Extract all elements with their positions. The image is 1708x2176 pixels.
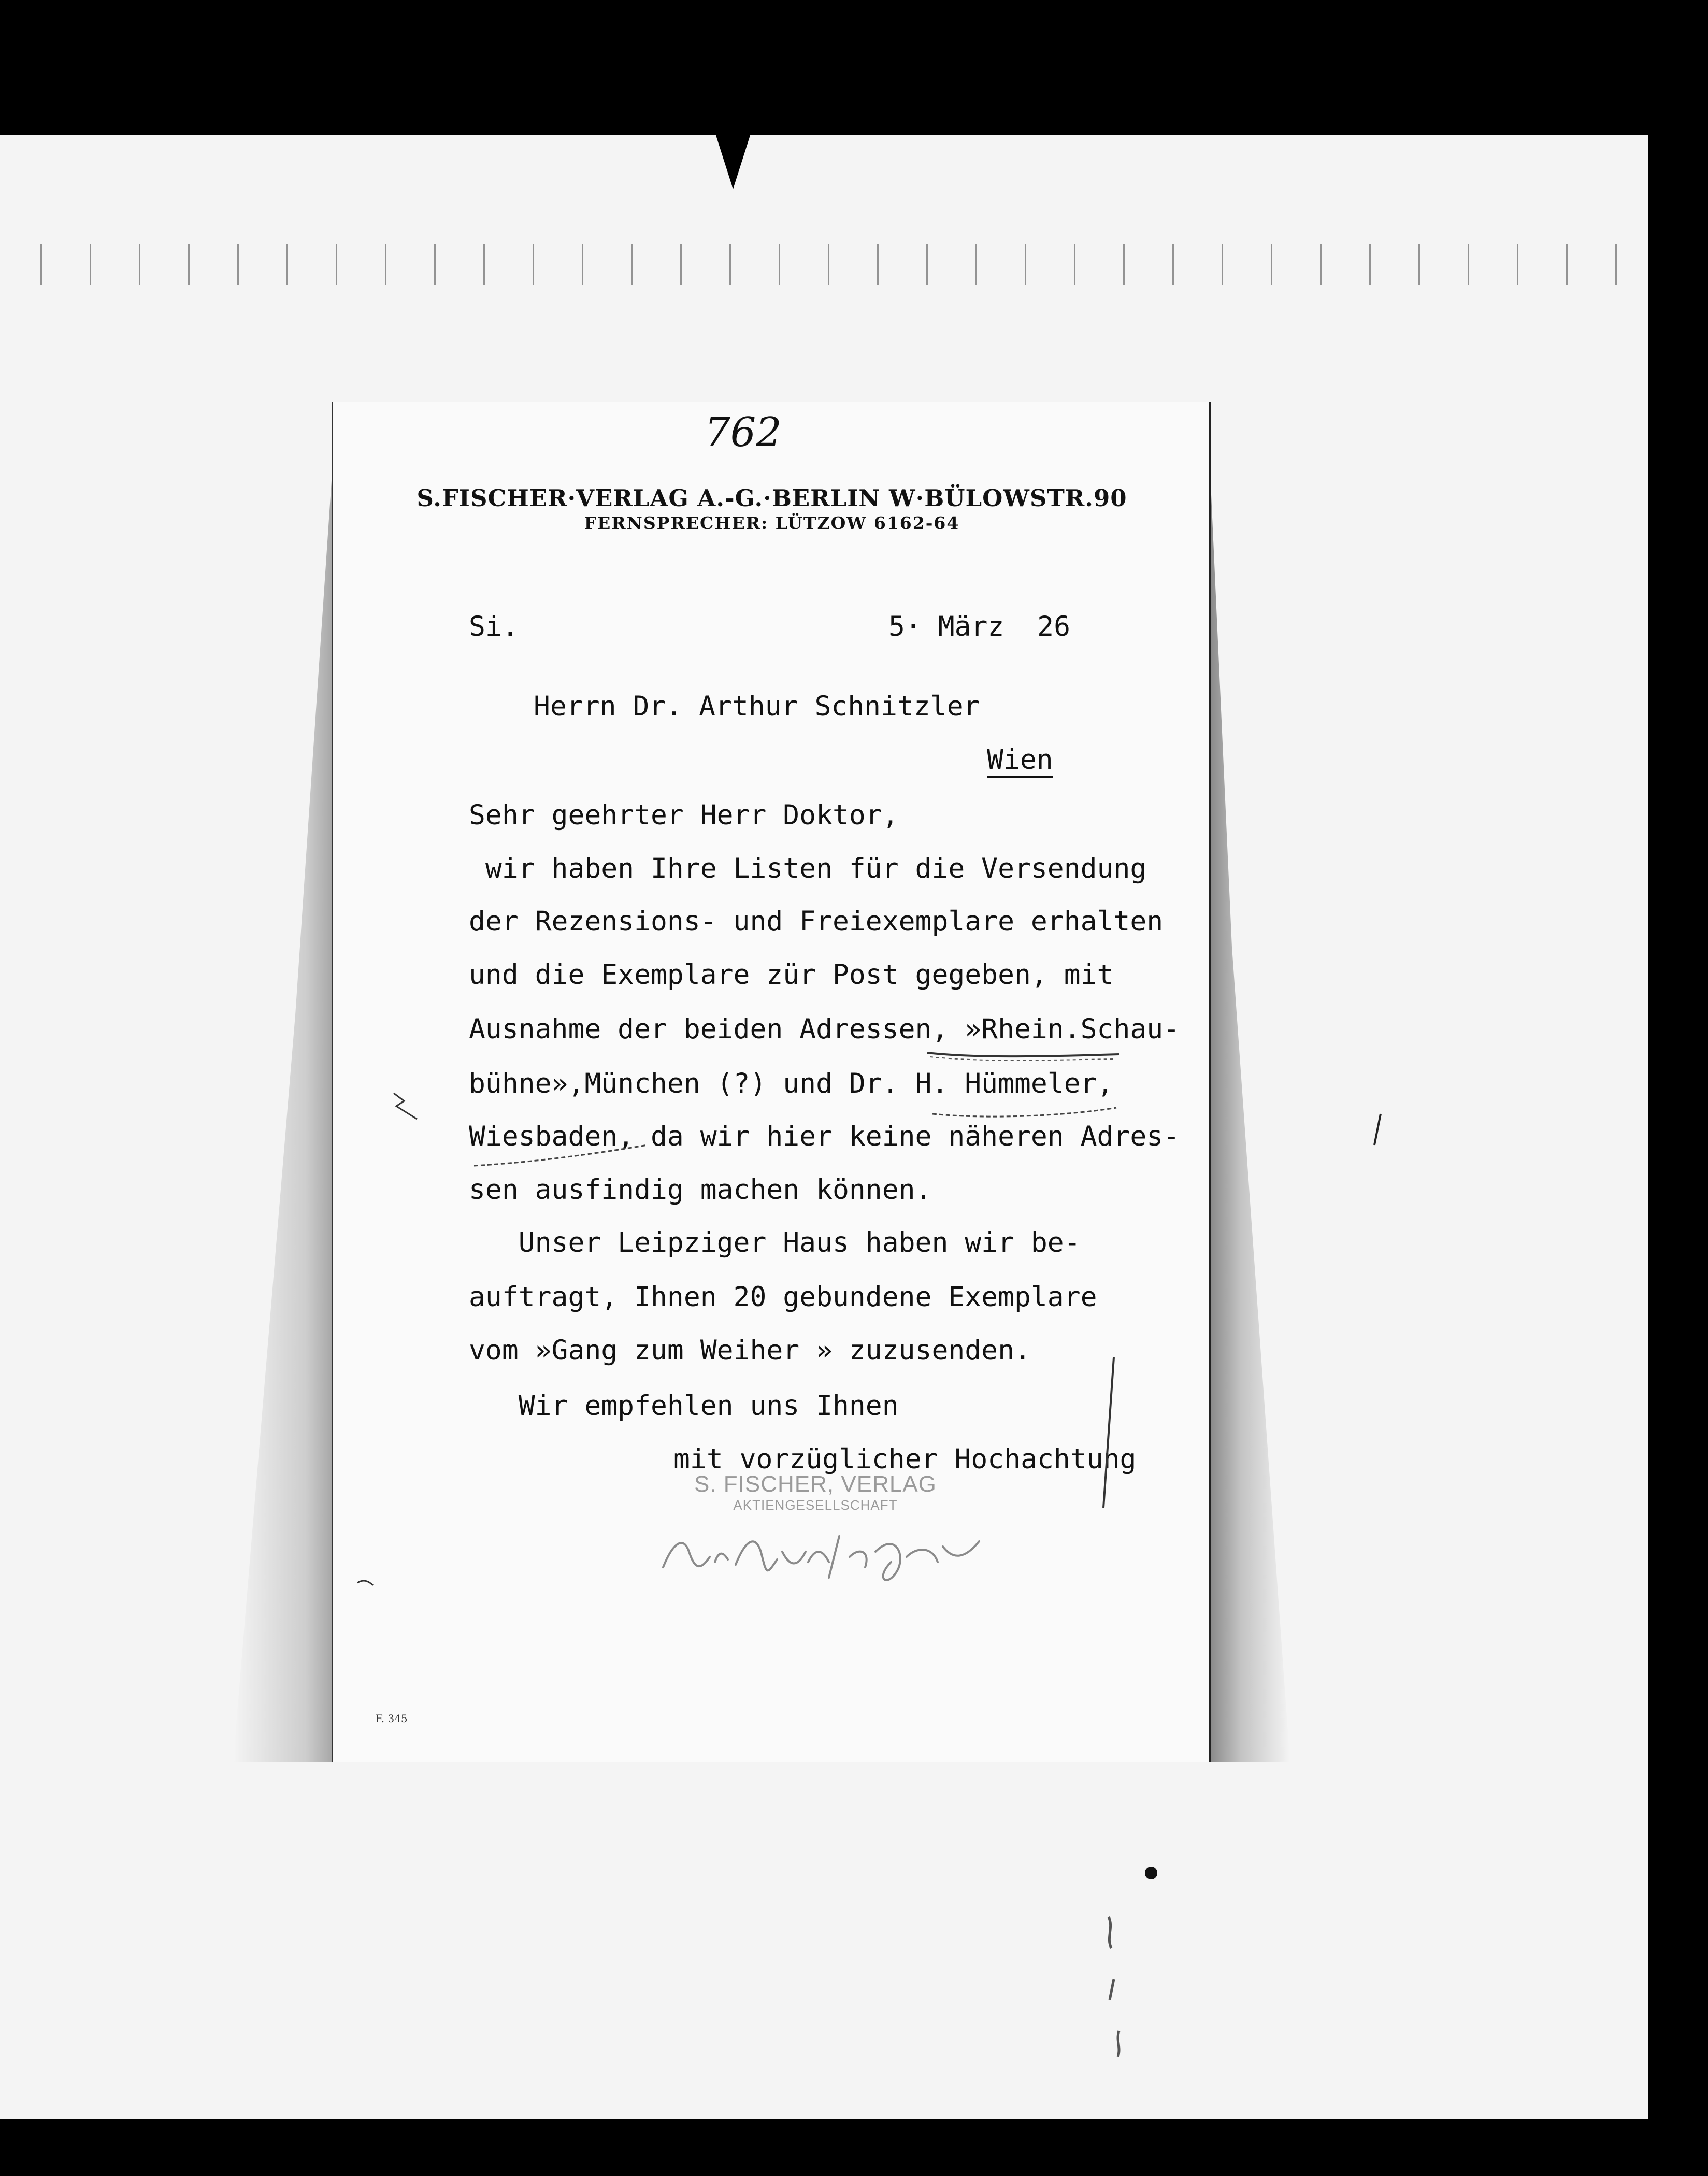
body-line: der Rezensions- und Freiexemplare erhalten <box>469 906 1164 937</box>
recipient-name: Herrn Dr. Arthur Schnitzler <box>534 691 980 722</box>
archive-number: 762 <box>705 409 782 456</box>
letterhead-publisher: S.FISCHER·VERLAG A.-G.·BERLIN W·BÜLOWSTR.90 <box>417 484 1127 512</box>
body-line: bühne»,München (?) und Dr. H. Hümmeler, <box>469 1068 1114 1099</box>
letterhead-phone: FERNSPRECHER: LÜTZOW 6162-64 <box>584 513 960 533</box>
form-number: F. 345 <box>376 1712 408 1725</box>
body-line: Ausnahme der beiden Adressen, »Rhein.Schau- <box>469 1013 1180 1045</box>
letterhead <box>337 484 1207 533</box>
stamp-company: S. FISCHER, VERLAG <box>694 1471 937 1497</box>
torn-notch <box>715 132 751 189</box>
company-stamp <box>694 1471 937 1513</box>
reference-mark: Si. <box>469 611 519 642</box>
letter-date: 5· März 26 <box>888 611 1070 642</box>
body-line: wir haben Ihre Listen für die Versendung <box>469 853 1147 884</box>
recipient-city: Wien <box>987 746 1053 778</box>
closing-phrase: mit vorzüglicher Hochachtung <box>673 1443 1137 1475</box>
perforation-strip <box>21 244 1627 285</box>
body-line: Unser Leipziger Haus haben wir be- <box>469 1227 1081 1258</box>
body-line: sen ausfindig machen können. <box>469 1174 932 1206</box>
salutation: Sehr geehrter Herr Doktor, <box>469 799 899 831</box>
body-line: vom »Gang zum Weiher » zuzusenden. <box>469 1335 1031 1366</box>
body-line: Wiesbaden, da wir hier keine näheren Adres- <box>469 1121 1180 1152</box>
handwritten-signature <box>653 1521 995 1583</box>
body-line: Wir empfehlen uns Ihnen <box>469 1390 899 1422</box>
body-line: und die Exemplare zür Post gegeben, mit <box>469 959 1114 991</box>
body-line: auftragt, Ihnen 20 gebundene Exemplare <box>469 1281 1097 1313</box>
stamp-legal-form: AKTIENGESELLSCHAFT <box>733 1497 898 1513</box>
